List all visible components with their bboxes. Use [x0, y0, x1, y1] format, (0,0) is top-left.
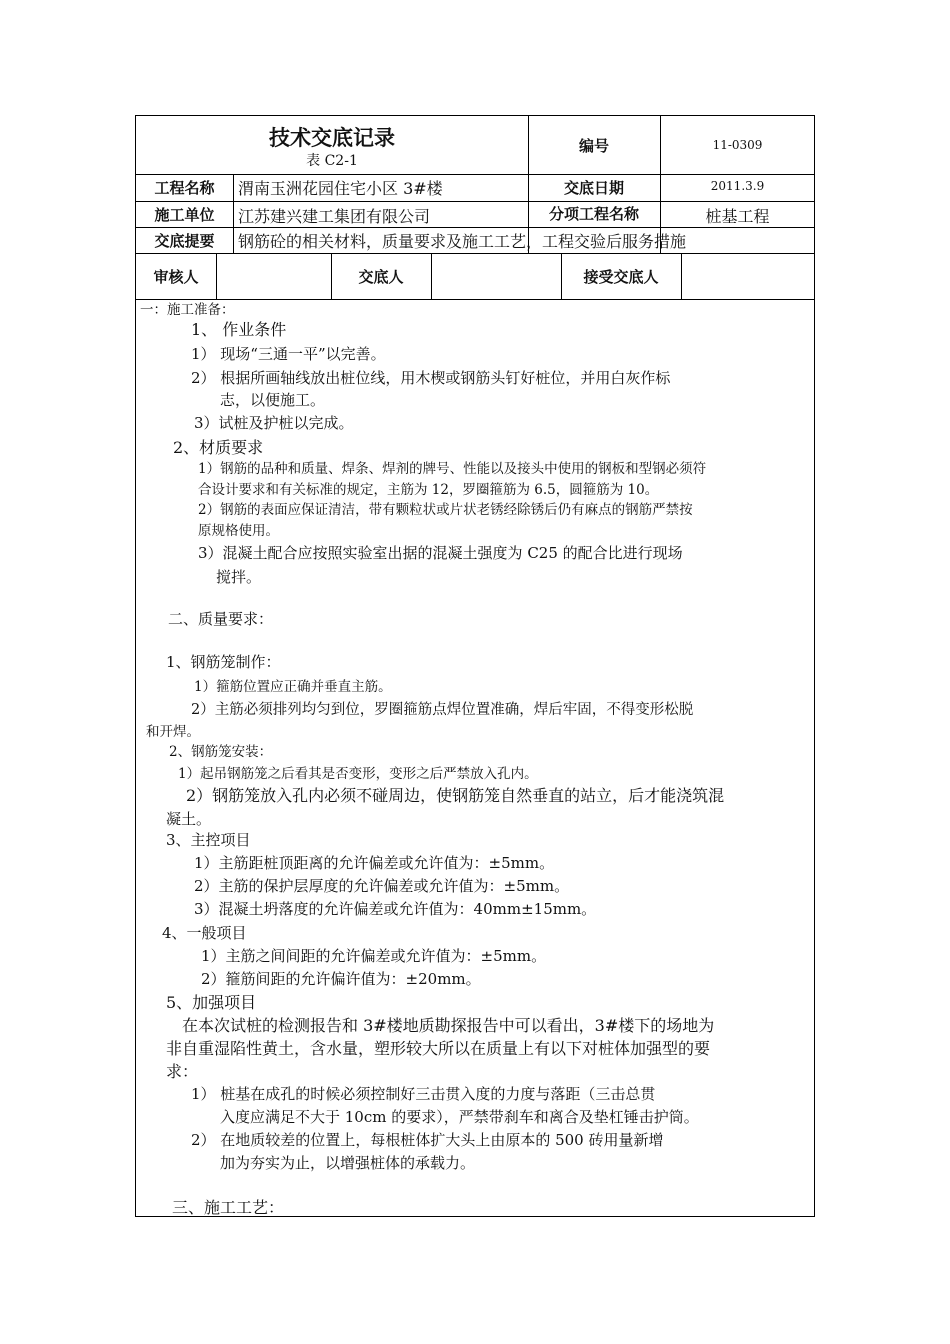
list-item-continued: 和开焊。 — [146, 724, 200, 740]
section-heading: 一：施工准备： — [140, 302, 235, 318]
subsection-heading: 2、钢筋笼安装： — [169, 744, 273, 760]
list-item: 1）箍筋位置应正确并垂直主筋。 — [194, 679, 392, 695]
list-item: 1）主筋之间间距的允许偏差或允许值为：±5mm。 — [201, 947, 547, 965]
receiver-signature — [681, 253, 815, 299]
subsection-heading: 4、一般项目 — [162, 924, 247, 942]
list-item: 2）箍筋间距的允许偏许值为：±20mm。 — [201, 970, 481, 988]
list-item: 2） 在地质较差的位置上，每根桩体扩大头上由原本的 500 砖用量新增 — [191, 1131, 664, 1149]
list-item: 2）主筋必须排列均匀到位，罗圈箍筋点焊位置准确，焊后牢固，不得变形松脱 — [191, 702, 694, 718]
subproject-value: 桩基工程 — [705, 206, 770, 226]
list-item: 2）钢筋的表面应保证清洁，带有颗粒状或片状老锈经除锈后仍有麻点的钢筋严禁按 — [198, 502, 693, 518]
list-item-continued: 加为夯实为止，以增强桩体的承载力。 — [220, 1154, 476, 1172]
row-divider — [136, 299, 814, 300]
code-label: 编号 — [578, 136, 609, 155]
section-heading: 二、质量要求： — [168, 610, 274, 628]
list-item: 2） 根据所画轴线放出桩位线，用木楔或钢筋头钉好桩位，并用白灰作标 — [191, 369, 671, 387]
date-label: 交底日期 — [563, 179, 624, 197]
project-name-value: 渭南玉洲花园住宅小区 3#楼 — [238, 179, 443, 198]
list-item: 2）主筋的保护层厚度的允许偏差或允许值为：±5mm。 — [194, 877, 570, 895]
list-item-continued: 合设计要求和有关标准的规定，主筋为 12，罗圈箍筋为 6.5，圆箍筋为 10。 — [198, 482, 659, 498]
summary-label: 交底提要 — [154, 231, 215, 250]
record-table — [135, 115, 815, 1217]
paragraph: 在本次试桩的检测报告和 3#楼地质勘探报告中可以看出，3#楼下的场地为 — [182, 1016, 715, 1035]
subsection-heading: 5、加强项目 — [166, 993, 257, 1012]
reviewer-signature — [216, 253, 331, 299]
page-title: 技术交底记录 — [269, 126, 395, 150]
presenter-signature — [431, 253, 561, 299]
subsection-heading: 3、主控项目 — [166, 831, 251, 849]
list-item-continued: 入度应满足不大于 10cm 的要求），严禁带刹车和离合及垫杠锤击护筒。 — [220, 1108, 699, 1126]
list-item: 2）钢筋笼放入孔内必须不碰周边，使钢筋笼自然垂直的站立，后才能浇筑混 — [186, 786, 725, 805]
receiver-label: 接受交底人 — [583, 267, 659, 286]
paragraph: 非自重湿陷性黄土，含水量，塑形较大所以在质量上有以下对桩体加强型的要 — [166, 1039, 711, 1058]
section-heading: 三、施工工艺： — [172, 1198, 285, 1217]
col-divider — [233, 174, 234, 253]
reviewer-label: 审核人 — [153, 267, 199, 286]
code-value: 11-0309 — [712, 138, 763, 152]
project-name-label: 工程名称 — [154, 179, 215, 197]
presenter-label: 交底人 — [358, 267, 404, 286]
summary-value: 钢筋砼的相关材料，质量要求及施工工艺，工程交验后服务措施 — [238, 231, 687, 251]
list-item: 1）起吊钢筋笼之后看其是否变形，变形之后严禁放入孔内。 — [178, 766, 538, 782]
list-item-continued: 志，以便施工。 — [220, 391, 326, 409]
list-item: 1）钢筋的品种和质量、焊条、焊剂的牌号、性能以及接头中使用的钢板和型钢必须符 — [198, 461, 707, 477]
date-value: 2011.3.9 — [710, 178, 765, 193]
subproject-label: 分项工程名称 — [548, 204, 639, 223]
list-item: 1） 现场“三通一平”以完善。 — [191, 345, 386, 363]
list-item: 3）混凝土坍落度的允许偏差或允许值为：40mm±15mm。 — [194, 900, 597, 918]
unit-value: 江苏建兴建工集团有限公司 — [238, 206, 431, 226]
form-number: 表 C2-1 — [306, 153, 358, 169]
subsection-heading: 2、材质要求 — [173, 438, 264, 457]
list-item: 3）试桩及护桩以完成。 — [194, 414, 354, 432]
list-item-continued: 原规格使用。 — [198, 523, 279, 539]
subsection-heading: 1、钢筋笼制作： — [166, 653, 281, 671]
list-item: 3）混凝土配合应按照实验室出据的混凝土强度为 C25 的配合比进行现场 — [198, 544, 683, 562]
list-item: 1）主筋距桩顶距离的允许偏差或允许值为：±5mm。 — [194, 854, 555, 872]
paragraph: 求： — [166, 1062, 199, 1081]
list-item: 1） 桩基在成孔的时候必须控制好三击贯入度的力度与落距（三击总贯 — [191, 1085, 656, 1103]
list-item-continued: 凝土。 — [166, 810, 212, 828]
list-item-continued: 搅拌。 — [216, 568, 262, 586]
subsection-heading: 1、 作业条件 — [191, 320, 287, 339]
unit-label: 施工单位 — [154, 205, 215, 224]
